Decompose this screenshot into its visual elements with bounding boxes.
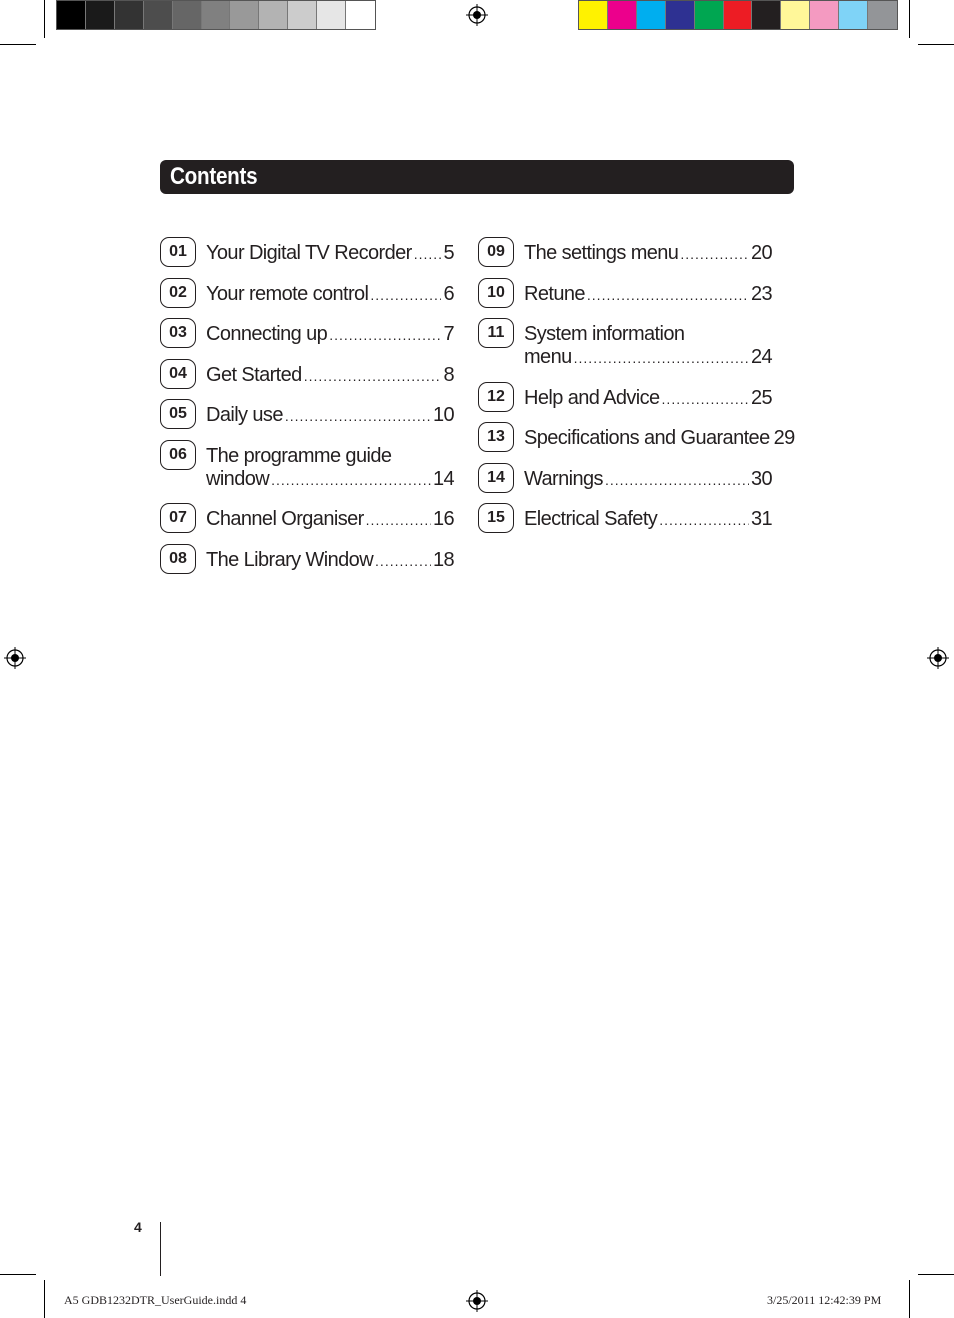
toc-page-number: 18 <box>432 548 454 571</box>
crop-mark <box>909 0 910 38</box>
chapter-number-badge: 08 <box>160 544 196 574</box>
chapter-number-badge: 12 <box>478 382 514 412</box>
toc-entry-title: The programme guide <box>206 444 392 467</box>
toc-line <box>206 363 454 387</box>
toc-entry-title: menu <box>524 346 572 368</box>
color-swatch <box>259 1 288 29</box>
color-swatch <box>839 1 868 29</box>
chapter-number-badge: 11 <box>478 318 514 348</box>
color-swatch <box>230 1 259 29</box>
color-swatch <box>608 1 637 29</box>
toc-page-number: 24 <box>750 346 772 368</box>
crop-mark <box>0 1274 36 1275</box>
toc-page-number: 7 <box>443 323 454 345</box>
toc-page-number: 10 <box>432 404 454 426</box>
chapter-number-badge: 06 <box>160 440 196 470</box>
color-swatch <box>752 1 781 29</box>
dot-leader <box>414 242 442 266</box>
toc-entry-title: Daily use <box>206 404 283 426</box>
toc-entry-title: Warnings <box>524 467 603 490</box>
color-swatch <box>57 1 86 29</box>
chapter-number-badge: 09 <box>478 237 514 267</box>
color-swatch <box>695 1 724 29</box>
toc-entry-title: Get Started <box>206 363 302 386</box>
toc-entry-title: Electrical Safety <box>524 508 658 530</box>
toc-line <box>524 426 795 450</box>
toc-line <box>524 507 772 531</box>
slug-datetime: 3/25/2011 12:42:39 PM <box>767 1293 882 1307</box>
toc-page-number: 25 <box>750 386 772 409</box>
toc-entry-title: System information <box>524 323 685 345</box>
toc-line <box>206 282 454 306</box>
color-swatch <box>115 1 144 29</box>
toc-line <box>206 548 454 572</box>
page-title: Contents <box>170 163 258 190</box>
color-swatch <box>868 1 897 29</box>
color-swatch <box>810 1 839 29</box>
chapter-number-badge: 07 <box>160 503 196 533</box>
crop-mark <box>44 1280 45 1318</box>
toc-line <box>206 507 454 531</box>
registration-mark-icon <box>927 647 949 669</box>
chapter-number-badge: 02 <box>160 278 196 308</box>
toc-line <box>524 386 772 410</box>
chapter-number-badge: 10 <box>478 278 514 308</box>
crop-mark <box>909 1280 910 1318</box>
dot-leader <box>587 283 749 307</box>
chapter-number-badge: 13 <box>478 422 514 452</box>
toc-line <box>206 467 454 491</box>
color-swatch <box>86 1 115 29</box>
color-swatch <box>173 1 202 29</box>
page-number: 4 <box>134 1219 142 1235</box>
dot-leader <box>662 387 749 411</box>
registration-mark-icon <box>4 647 26 669</box>
crop-mark <box>0 44 36 45</box>
slug-filename: A5 GDB1232DTR_UserGuide.indd 4 <box>64 1293 247 1307</box>
toc-page-number: 30 <box>750 467 772 490</box>
toc-page-number: 16 <box>432 508 454 530</box>
toc-entry-title: Specifications and Guarantee <box>524 427 770 449</box>
dot-leader <box>659 508 749 532</box>
chapter-number-badge: 01 <box>160 237 196 267</box>
dot-leader <box>271 468 431 492</box>
toc-page-number: 23 <box>750 282 772 305</box>
color-swatch <box>202 1 231 29</box>
dot-leader <box>304 364 442 388</box>
toc-page-number: 29 <box>773 427 795 449</box>
crop-mark <box>918 44 954 45</box>
toc-entry-title: Connecting up <box>206 323 328 345</box>
chapter-number-badge: 03 <box>160 318 196 348</box>
toc-page-number: 20 <box>750 242 772 264</box>
toc-entry-title: Your remote control <box>206 282 369 305</box>
toc-line <box>524 282 772 306</box>
toc-entry-title: Retune <box>524 282 585 305</box>
toc-line <box>206 241 454 265</box>
toc-page-number: 5 <box>443 242 454 264</box>
color-swatch <box>317 1 346 29</box>
contents-header-bar <box>160 160 794 194</box>
toc-line <box>524 322 772 346</box>
registration-mark-icon <box>466 4 488 26</box>
toc-entry-title: Your Digital TV Recorder <box>206 242 412 264</box>
page-number-rule <box>160 1222 161 1276</box>
grayscale-calibration-bar <box>56 0 376 30</box>
color-swatch <box>579 1 608 29</box>
toc-line <box>206 322 454 346</box>
color-swatch <box>781 1 810 29</box>
dot-leader <box>329 323 441 347</box>
toc-entry-title: Channel Organiser <box>206 508 364 530</box>
toc-page-number: 6 <box>443 282 454 305</box>
dot-leader <box>680 242 749 266</box>
color-swatch <box>288 1 317 29</box>
toc-page-number: 8 <box>443 363 454 386</box>
toc-entry-title: The Library Window <box>206 548 374 571</box>
toc-entry-title: Help and Advice <box>524 386 660 409</box>
chapter-number-badge: 05 <box>160 399 196 429</box>
color-swatch <box>637 1 666 29</box>
dot-leader <box>375 549 431 573</box>
toc-line <box>524 345 772 369</box>
toc-page-number: 14 <box>432 467 454 490</box>
toc-line <box>524 241 772 265</box>
color-swatch <box>144 1 173 29</box>
toc-line <box>206 444 454 468</box>
chapter-number-badge: 04 <box>160 359 196 389</box>
toc-page-number: 31 <box>750 508 772 530</box>
toc-line <box>524 467 772 491</box>
color-swatch <box>724 1 753 29</box>
toc-entry-title: window <box>206 467 270 490</box>
dot-leader <box>574 346 749 370</box>
registration-mark-icon <box>466 1290 488 1312</box>
dot-leader <box>605 468 749 492</box>
crop-mark <box>44 0 45 38</box>
crop-mark <box>918 1274 954 1275</box>
color-swatch <box>666 1 695 29</box>
toc-entry-title: The settings menu <box>524 242 679 264</box>
dot-leader <box>370 283 441 307</box>
dot-leader <box>285 404 431 428</box>
dot-leader <box>366 508 431 532</box>
color-swatch <box>346 1 375 29</box>
toc-line <box>206 403 454 427</box>
chapter-number-badge: 15 <box>478 503 514 533</box>
chapter-number-badge: 14 <box>478 463 514 493</box>
color-calibration-bar <box>578 0 898 30</box>
